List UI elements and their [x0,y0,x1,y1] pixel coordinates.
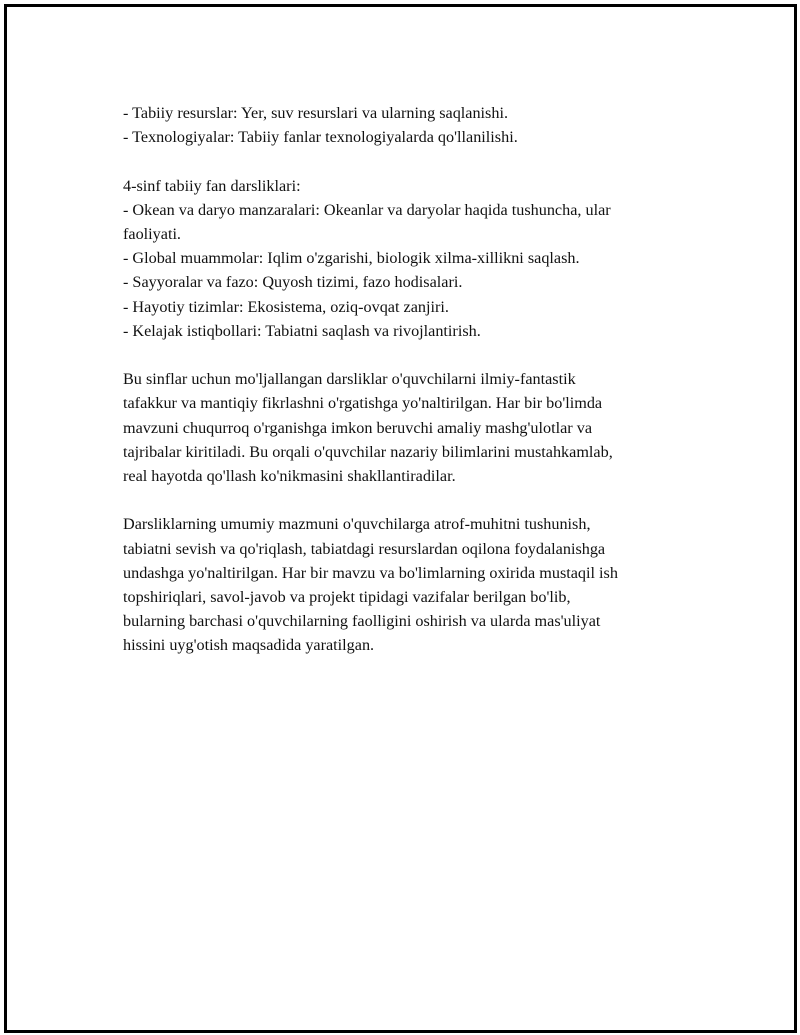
paragraph-line: mavzuni chuqurroq o'rganishga imkon beruvchi amaliy mashg'ulotlar va [123,418,593,437]
paragraph-1 [123,367,703,488]
paragraph-line: undashga yo'naltirilgan. Har bir mavzu va bo'limlarning oxirida mustaqil ish [123,563,618,582]
list-item: - Okean va daryo manzaralari: Okeanlar va daryolar haqida tushuncha, ular [123,200,611,219]
paragraph-line: Bu sinflar uchun mo'ljallangan darsliklar o'quvchilarni ilmiy-fantastik [123,370,576,389]
document-body [123,101,703,658]
paragraph-line: bularning barchasi o'quvchilarning faolligini oshirish va ularda mas'uliyat [123,612,601,631]
paragraph-line: tafakkur va mantiqiy fikrlashni o'rgatishga yo'naltirilgan. Har bir bo'limda [123,394,603,413]
list-item: - Tabiiy resurslar: Yer, suv resurslari va ularning saqlanishi. [123,104,508,122]
resource-list [123,101,703,149]
paragraph-line: hissini uyg'otish maqsadida yaratilgan. [123,636,375,655]
list-item: - Hayotiy tizimlar: Ekosistema, oziq-ovqat zanjiri. [123,297,449,316]
paragraph-line: Darsliklarning umumiy mazmuni o'quvchilarga atrof-muhitni tushunish, [123,515,591,534]
paragraph-2 [123,512,703,657]
list-item: - Global muammolar: Iqlim o'zgarishi, biologik xilma-xillikni saqlash. [123,249,580,268]
grade-4-section [123,174,703,343]
page-frame [4,4,797,1033]
section-heading: 4-sinf tabiiy fan darsliklari: [123,176,301,195]
paragraph-line: tabiatni sevish va qo'riqlash, tabiatdagi resurslardan oqilona foydalanishga [123,539,606,558]
paragraph-gap [123,149,703,173]
list-item: - Texnologiyalar: Tabiiy fanlar texnologiyalarda qo'llanilishi. [123,128,518,147]
paragraph-line: real hayotda qo'llash ko'nikmasini shakllantiradilar. [123,467,456,486]
paragraph-gap [123,488,703,512]
paragraph-line: topshiriqlari, savol-javob va projekt tipidagi vazifalar berilgan bo'lib, [123,588,571,607]
list-item: - Sayyoralar va fazo: Quyosh tizimi, fazo hodisalari. [123,273,463,292]
paragraph-line: tajribalar kiritiladi. Bu orqali o'quvchilar nazariy bilimlarini mustahkamlab, [123,442,613,461]
list-item: - Kelajak istiqbollari: Tabiatni saqlash va rivojlantirish. [123,321,481,340]
paragraph-gap [123,343,703,367]
list-item-continuation: faoliyati. [123,225,181,243]
